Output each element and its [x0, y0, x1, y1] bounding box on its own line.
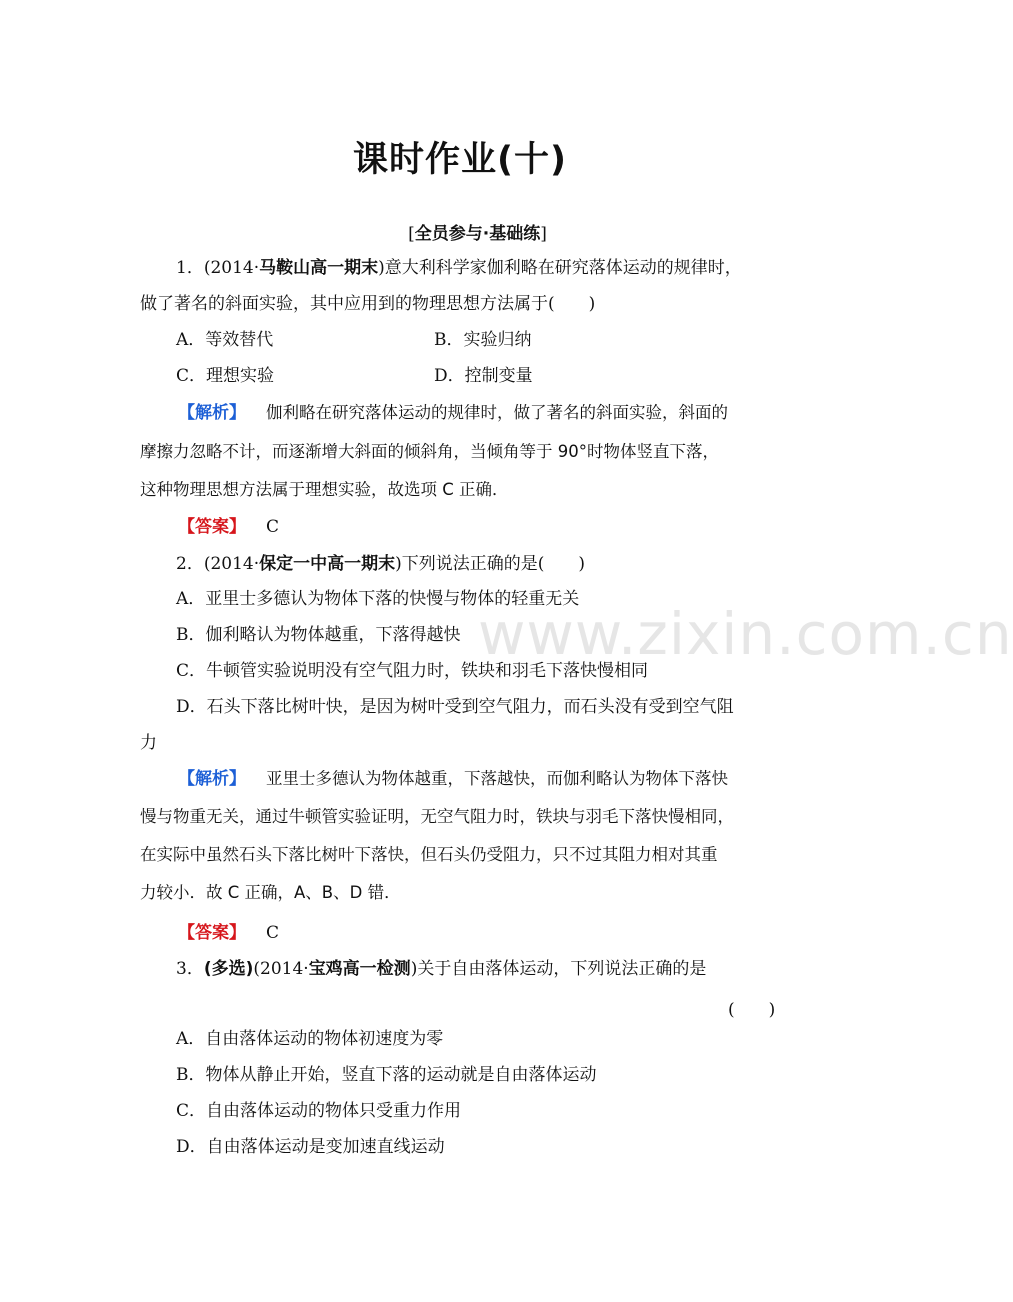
q2-option-d: D．石头下落比树叶快，是因为树叶受到空气阻力，而石头没有受到空气阻	[176, 697, 734, 717]
q1-option-c: C．理想实验	[176, 366, 275, 386]
q1-answer-value: C	[266, 517, 280, 537]
q2-number: 2．(2014·	[176, 554, 260, 574]
q2-stem-text: )下列说法正确的是( )	[395, 554, 586, 574]
q3-option-c: C．自由落体运动的物体只受重力作用	[176, 1101, 462, 1121]
q1-stem-text: )意大利科学家伽利略在研究落体运动的规律时，	[378, 258, 742, 278]
q1-option-d: D．控制变量	[434, 366, 533, 386]
q2-explanation-text: 亚里士多德认为物体越重，下落越快，而伽利略认为物体下落快	[266, 769, 728, 788]
q2-source: 保定一中高一期末	[259, 554, 396, 574]
q1-explanation-line2: 摩擦力忽略不计，而逐渐增大斜面的倾斜角，当倾角等于 90°时物体竖直下落，	[140, 442, 719, 461]
q1-number: 1．(2014·	[176, 258, 260, 278]
section-heading	[0, 219, 955, 244]
q2-explanation-line1	[178, 767, 728, 791]
q3-option-d: D．自由落体运动是变加速直线运动	[176, 1137, 445, 1157]
q1-explanation-tag: 【解析】	[178, 403, 246, 423]
q1-answer-tag: 【答案】	[178, 517, 246, 537]
q3-answer-blank: ( )	[728, 1000, 776, 1020]
q1-explanation-line3: 这种物理思想方法属于理想实验，故选项 C 正确．	[140, 480, 509, 499]
q3-year: (2014·	[253, 959, 309, 979]
q2-explanation-line2: 慢与物重无关，通过牛顿管实验证明，无空气阻力时，铁块与羽毛下落快慢相同，	[140, 807, 734, 826]
q3-number: 3．	[176, 959, 204, 979]
q3-stem	[176, 957, 706, 981]
q1-stem-line2: 做了著名的斜面实验，其中应用到的物理思想方法属于( )	[140, 294, 596, 314]
q2-explanation-line3: 在实际中虽然石头下落比树叶下落快，但石头仍受阻力，只不过其阻力相对其重	[140, 845, 718, 864]
q2-stem	[176, 552, 585, 576]
q2-explanation-tag: 【解析】	[178, 769, 246, 789]
q3-option-b: B．物体从静止开始，竖直下落的运动就是自由落体运动	[176, 1065, 597, 1085]
q2-option-b: B．伽利略认为物体越重，下落得越快	[176, 625, 461, 645]
q1-explanation-text: 伽利略在研究落体运动的规律时，做了著名的斜面实验，斜面的	[266, 403, 728, 422]
page-title: 课时作业(十)	[353, 140, 567, 180]
q2-option-a: A．亚里士多德认为物体下落的快慢与物体的轻重无关	[176, 589, 580, 609]
q1-stem-line1	[176, 256, 742, 280]
q2-answer-tag: 【答案】	[178, 923, 246, 943]
q2-answer-value: C	[266, 923, 280, 943]
q1-option-a: A．等效替代	[176, 330, 274, 350]
q1-answer	[178, 515, 279, 539]
q2-option-c: C．牛顿管实验说明没有空气阻力时，铁块和羽毛下落快慢相同	[176, 661, 649, 681]
q3-source: 宝鸡高一检测	[308, 959, 411, 979]
q1-source: 马鞍山高一期末	[259, 258, 379, 278]
q2-option-d-cont: 力	[140, 733, 157, 753]
q2-explanation-line4: 力较小．故 C 正确，A、B、D 错．	[140, 883, 401, 902]
section-label: 全员参与·基础练	[414, 224, 541, 244]
q1-explanation-line1	[178, 401, 728, 425]
q3-stem-text: )关于自由落体运动，下列说法正确的是	[410, 959, 707, 979]
watermark: www.zixin.com.cn	[478, 600, 1013, 668]
q3-option-a: A．自由落体运动的物体初速度为零	[176, 1029, 444, 1049]
q2-answer	[178, 921, 279, 945]
section-bracket-close: ]	[540, 224, 547, 244]
q1-option-b: B．实验归纳	[434, 330, 532, 350]
section-bracket-open: [	[408, 224, 415, 244]
q3-multi-tag: (多选)	[203, 959, 254, 979]
